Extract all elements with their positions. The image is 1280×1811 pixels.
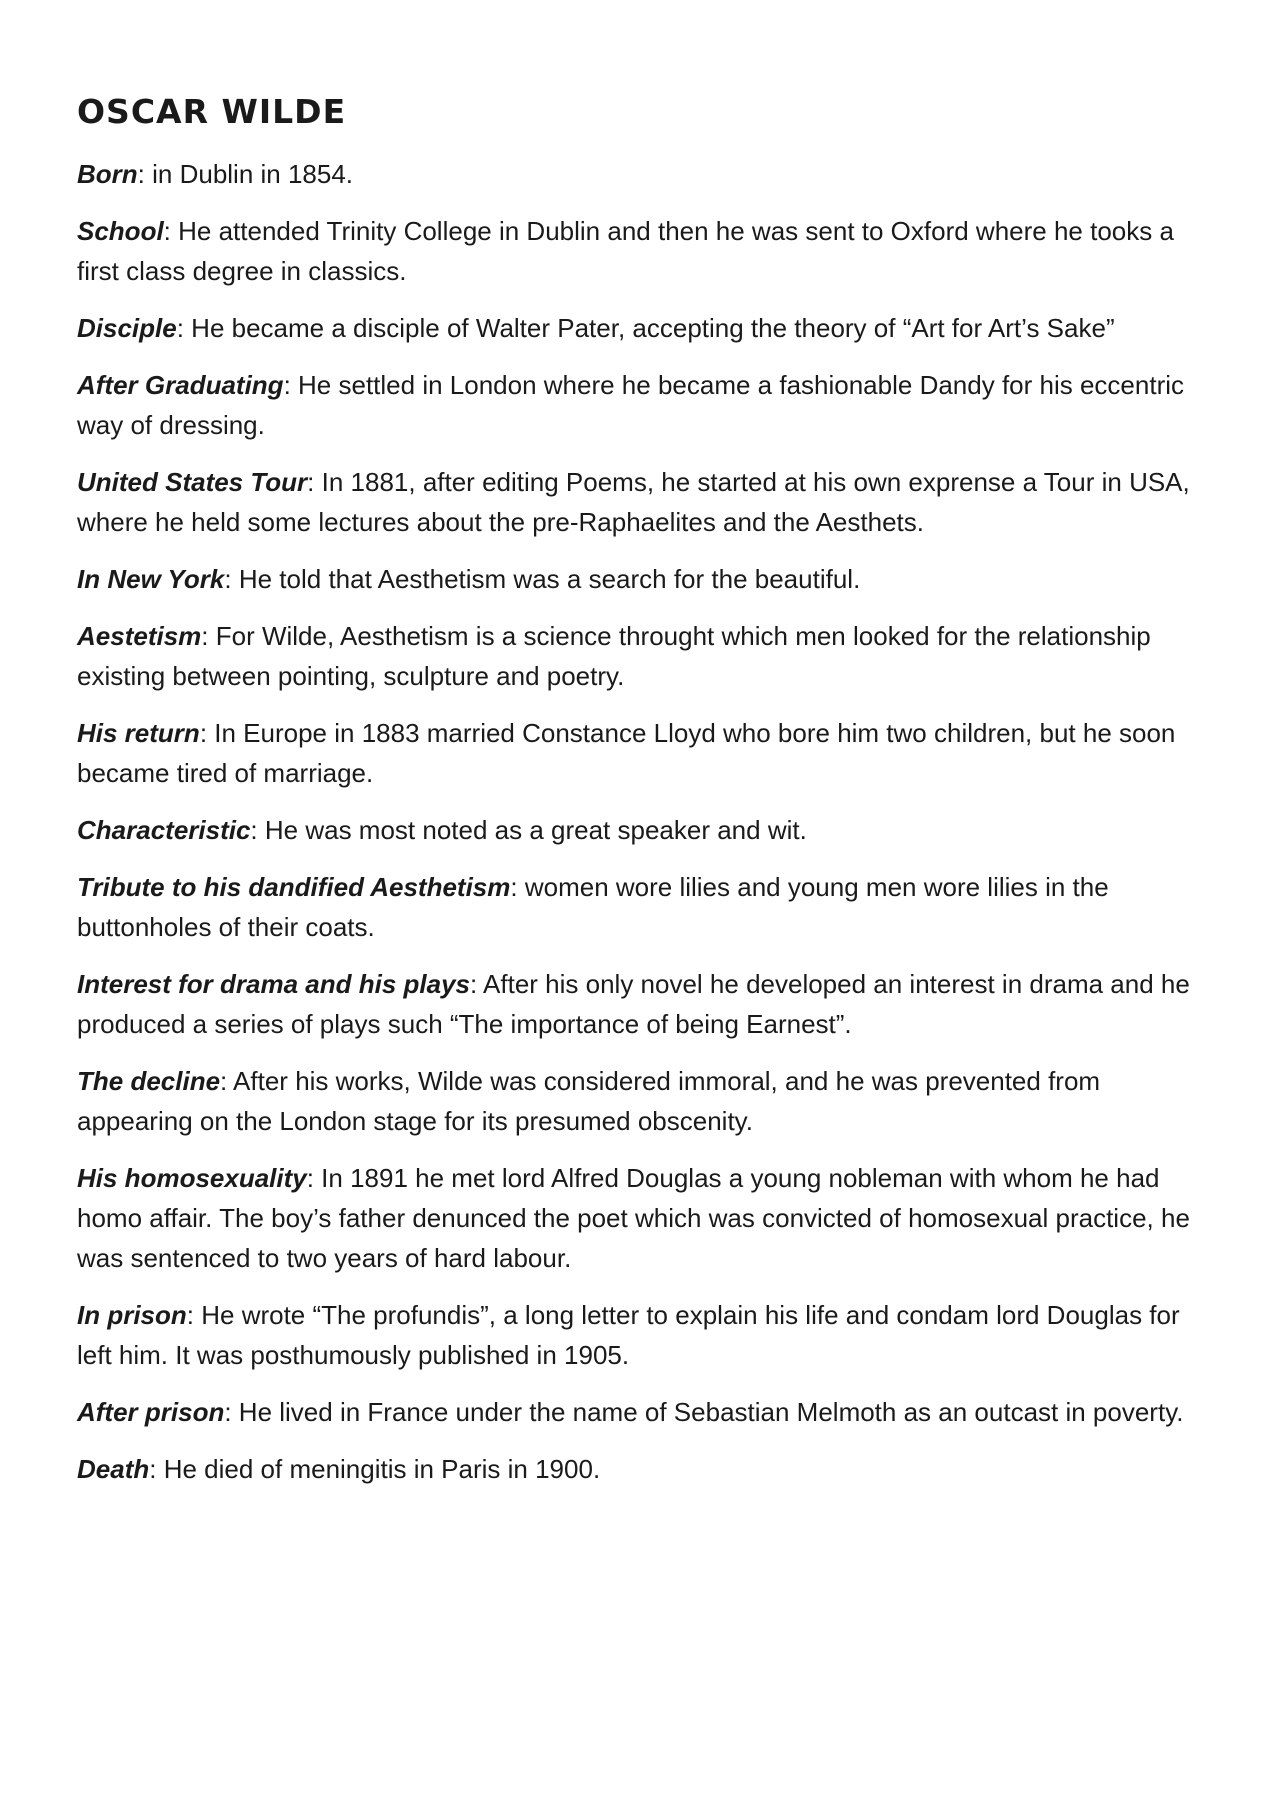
entry-his-return	[77, 713, 1207, 793]
entry-disciple	[77, 308, 1207, 348]
entry-label: Interest for drama and his plays	[77, 969, 471, 999]
entry-interest-for-drama	[77, 964, 1207, 1044]
entry-text: : He told that Aesthetism was a search for the beautiful.	[224, 564, 861, 594]
entry-text: : He wrote “The profundis”, a long letter to explain his life and condam lord Douglas for left him. It was posthumously published in 1905.	[77, 1300, 1180, 1370]
entry-label: Disciple	[77, 313, 177, 343]
entry-text: : He became a disciple of Walter Pater, accepting the theory of “Art for Art’s Sake”	[176, 313, 1115, 343]
entry-after-prison	[77, 1392, 1207, 1432]
entry-born	[77, 154, 1207, 194]
entry-text: : He died of meningitis in Paris in 1900.	[149, 1454, 601, 1484]
entry-label: In prison	[77, 1300, 187, 1330]
entry-text: : women wore lilies and young men wore lilies in the buttonholes of their coats.	[77, 872, 1109, 942]
entry-characteristic	[77, 810, 1207, 850]
entry-label: The decline	[77, 1066, 221, 1096]
entry-label: School	[77, 216, 164, 246]
entry-in-new-york	[77, 559, 1207, 599]
entry-label: Characteristic	[77, 815, 251, 845]
entry-label: Death	[77, 1454, 150, 1484]
entry-label: His homosexuality	[77, 1163, 307, 1193]
entry-tribute	[77, 867, 1207, 947]
entry-after-graduating	[77, 365, 1207, 445]
entry-text: : After his only novel he developed an interest in drama and he produced a series of plays such “The importance of being Earnest”.	[77, 969, 1190, 1039]
entry-text: : In Europe in 1883 married Constance Lloyd who bore him two children, but he soon became tired of marriage.	[77, 718, 1176, 788]
entry-label: Aestetism	[77, 621, 202, 651]
entry-united-states-tour	[77, 462, 1207, 542]
entry-text: : He lived in France under the name of Sebastian Melmoth as an outcast in poverty.	[224, 1397, 1184, 1427]
entry-text: : After his works, Wilde was considered immoral, and he was prevented from appearing on the London stage for its presumed obscenity.	[77, 1066, 1101, 1136]
entry-label: Tribute to his dandified Aesthetism	[77, 872, 511, 902]
entry-the-decline	[77, 1061, 1207, 1141]
entry-text: : In 1891 he met lord Alfred Douglas a young nobleman with whom he had homo affair. The boy’s father denunced the poet which was convicted of homosexual practice, he was sentenced to two years of hard labour.	[77, 1163, 1190, 1273]
entry-text: : For Wilde, Aesthetism is a science throught which men looked for the relationship existing between pointing, sculpture and poetry.	[77, 621, 1151, 691]
entry-text: : In 1881, after editing Poems, he started at his own exprense a Tour in USA, where he held some lectures about the pre-Raphaelites and the Aesthets.	[77, 467, 1190, 537]
entry-label: In New York	[77, 564, 225, 594]
entry-death	[77, 1449, 1207, 1489]
entry-label: After Graduating	[77, 370, 284, 400]
entry-label: United States Tour	[77, 467, 308, 497]
entry-text: : He was most noted as a great speaker and wit.	[250, 815, 807, 845]
entry-aestetism	[77, 616, 1207, 696]
document-page	[77, 88, 1207, 1506]
entry-his-homosexuality	[77, 1158, 1207, 1278]
entry-label: Born	[77, 159, 138, 189]
entry-school	[77, 211, 1207, 291]
entry-text: : He settled in London where he became a fashionable Dandy for his eccentric way of dressing.	[77, 370, 1185, 440]
entry-label: After prison	[77, 1397, 225, 1427]
document-title: OSCAR WILDE	[77, 92, 347, 131]
entry-text: : in Dublin in 1854.	[137, 159, 354, 189]
entry-in-prison	[77, 1295, 1207, 1375]
entry-text: : He attended Trinity College in Dublin and then he was sent to Oxford where he tooks a first class degree in classics.	[77, 216, 1174, 286]
entry-label: His return	[77, 718, 200, 748]
